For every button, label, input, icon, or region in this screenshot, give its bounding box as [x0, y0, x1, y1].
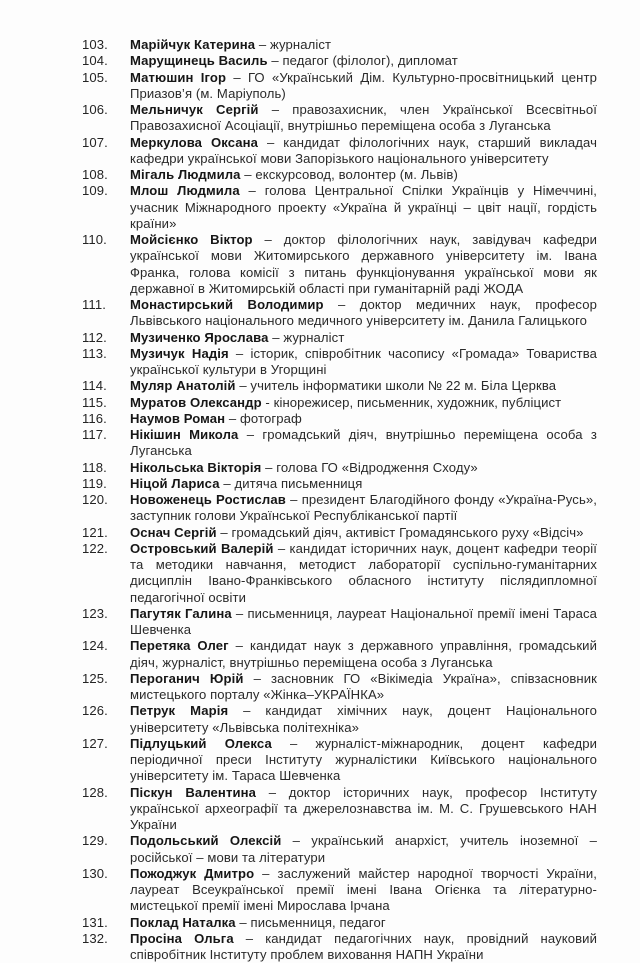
item-text: [130, 135, 597, 168]
numbered-list: [82, 37, 597, 963]
item-description: – голова Центральної Спілки Українців у Німеччині, учасник Міжнародного проекту «Україна й українці – цвіт нації, гордість країни»: [130, 183, 597, 231]
item-number: 120.: [82, 492, 108, 507]
item-text: [130, 638, 597, 671]
item-number: 103.: [82, 37, 108, 52]
item-number: 123.: [82, 605, 108, 621]
list-item: [82, 427, 597, 460]
list-item: [82, 638, 597, 671]
list-item: [82, 232, 597, 297]
list-item: [82, 37, 597, 53]
item-description: – журналіст: [255, 37, 332, 52]
list-item: [82, 703, 597, 736]
person-name: Мігаль Людмила: [130, 167, 241, 182]
item-text: [130, 525, 597, 541]
item-description: – заслужений майстер народної творчості України, лауреат Всеукраїнської премії імені Івана Огієнка та літературно-мистецької премії імені Мирослава Ірчана: [130, 865, 598, 914]
list-item: [82, 183, 597, 232]
list-item: [82, 330, 597, 346]
item-description: - кінорежисер, письменник, художник, публіцист: [261, 394, 562, 410]
list-item: [82, 931, 597, 963]
item-text: [130, 167, 597, 183]
item-number: 130.: [82, 865, 108, 881]
person-name: Пагутяк Галина: [130, 605, 232, 621]
item-description: – засновник ГО «Вікімедіа Україна», співзасновник мистецького порталу «Жінка–УКРАЇНКА»: [130, 670, 598, 702]
item-number: 110.: [82, 232, 107, 247]
item-description: – доктор історичних наук, професор Інституту української археографії та джерелознавства ім. М. С. Грушевського НАН України: [130, 784, 597, 832]
item-description: – історик, співробітник часопису «Громада» Товариства української культури в Угорщині: [130, 345, 597, 377]
item-text: [130, 915, 597, 931]
list-item: [82, 135, 597, 168]
item-description: – екскурсовод, волонтер (м. Львів): [240, 167, 458, 182]
item-number: 121.: [82, 524, 108, 540]
item-number: 113.: [82, 345, 107, 361]
item-description: – учитель інформатики школи № 22 м. Біла Церква: [235, 378, 557, 394]
person-name: Пожоджук Дмитро: [130, 865, 255, 881]
item-number: 122.: [82, 540, 108, 556]
list-item: [82, 297, 597, 330]
item-number: 106.: [82, 102, 108, 117]
person-name: Подольський Олексій: [130, 833, 282, 849]
list-item: [82, 525, 597, 541]
item-text: [130, 70, 597, 103]
person-name: Просіна Ольга: [130, 930, 234, 946]
list-item: [82, 378, 597, 394]
item-number: 131.: [82, 914, 108, 930]
item-text: [130, 102, 597, 135]
item-number: 125.: [82, 670, 108, 686]
person-name: Муляр Анатолій: [130, 378, 236, 394]
person-name: Новоженець Ростислав: [130, 492, 286, 507]
item-description: – письменниця, лауреат Національної премії імені Тараса Шевченка: [130, 605, 597, 637]
item-number: 111.: [82, 297, 106, 312]
item-text: [130, 346, 597, 379]
item-text: [130, 736, 597, 785]
person-name: Піскун Валентина: [130, 784, 256, 800]
item-text: [130, 411, 597, 427]
person-name: Поклад Наталка: [130, 914, 236, 930]
item-text: [130, 330, 597, 346]
person-name: Ніцой Лариса: [130, 475, 220, 491]
person-name: Петрук Марія: [130, 703, 229, 719]
item-number: 108.: [82, 167, 108, 182]
item-number: 107.: [82, 134, 108, 150]
item-text: [130, 785, 597, 834]
item-description: – доктор філологічних наук, завідувач кафедри української мови Житомирського державного університету ім. Івана Франка, голова комісії з питань функціонування української мови як державної в Житомирській області при гуманітарній раді ЖОДА: [130, 232, 597, 296]
item-description: – дитяча письменниця: [219, 475, 363, 491]
list-item: [82, 671, 597, 704]
item-description: – громадський діяч, активіст Громадянського руху «Відсіч»: [216, 524, 584, 540]
person-name: Муратов Олександр: [130, 394, 262, 410]
item-text: [130, 866, 597, 915]
list-item: [82, 606, 597, 639]
person-name: Марущинець Василь: [130, 53, 268, 69]
person-name: Оснач Сергій: [130, 524, 217, 540]
item-description: – голова ГО «Відродження Сходу»: [261, 459, 478, 475]
item-text: [130, 476, 597, 492]
item-number: 118.: [82, 459, 107, 475]
list-item: [82, 70, 597, 103]
item-description: – правозахисник, член Української Всесвітньої Правозахисної Асоціації, внутрішньо переміщена особа з Луганська: [130, 102, 597, 134]
list-item: [82, 915, 597, 931]
item-text: [130, 492, 597, 525]
item-description: – кандидат історичних наук, доцент кафедри теорії та методики навчання, методист лабораторії суспільно-гуманітарних дисциплін Івано-Франківського обласного інституту післядипломної педагогічної освіти: [130, 540, 597, 605]
item-text: [130, 183, 597, 232]
person-name: Матюшин Ігор: [130, 69, 227, 85]
item-description: – кандидат наук з державного управління, громадський діяч, журналіст, внутрішньо переміщена особа з Луганська: [130, 638, 597, 670]
item-text: [130, 703, 597, 736]
item-number: 109.: [82, 183, 108, 199]
person-name: Нікольська Вікторія: [130, 459, 262, 475]
item-number: 117.: [82, 427, 107, 442]
item-number: 112.: [82, 329, 107, 345]
list-item: [82, 53, 597, 69]
item-description: – громадський діяч, внутрішньо переміщена особа з Луганська: [130, 427, 598, 459]
item-number: 114.: [82, 378, 107, 394]
item-text: [130, 297, 597, 330]
list-item: [82, 411, 597, 427]
person-name: Марійчук Катерина: [130, 37, 256, 52]
item-description: – ГО «Український Дім. Культурно-просвітницький центр Приазов’я (м. Маріуполь): [130, 69, 597, 101]
list-item: [82, 476, 597, 492]
person-name: Мельничук Сергій: [130, 102, 259, 117]
item-text: [130, 232, 597, 297]
person-name: Млош Людмила: [130, 183, 240, 199]
item-description: – кандидат педагогічних наук, провідний науковий співробітник Інституту проблем виховання НАПН України: [130, 930, 598, 962]
person-name: Пероганич Юрій: [130, 670, 244, 686]
item-number: 128.: [82, 784, 108, 800]
person-name: Музичук Надія: [130, 345, 229, 361]
list-item: [82, 460, 597, 476]
item-text: [130, 833, 597, 866]
item-text: [130, 671, 597, 704]
person-name: Меркулова Оксана: [130, 134, 259, 150]
item-number: 129.: [82, 833, 108, 849]
item-text: [130, 427, 597, 460]
item-text: [130, 378, 597, 394]
person-name: Островський Валерій: [130, 540, 274, 556]
item-text: [130, 460, 597, 476]
item-description: – журналіст-міжнародник, доцент кафедри періодичної преси Інституту журналістики Київського національного університету ім. Тараса Шевченка: [130, 735, 597, 784]
person-name: Музиченко Ярослава: [130, 329, 269, 345]
item-text: [130, 606, 597, 639]
list-item: [82, 785, 597, 834]
item-text: [130, 37, 597, 53]
item-description: – кандидат філологічних наук, старший викладач кафедри української мови Запорізького національного університету: [130, 134, 598, 166]
item-description: – кандидат хімічних наук, доцент Національного університету «Львівська політехніка»: [130, 703, 597, 735]
item-number: 124.: [82, 638, 108, 654]
item-number: 126.: [82, 703, 108, 719]
item-description: – український анархіст, учитель іноземної – російської – мови та літератури: [130, 833, 598, 865]
list-item: [82, 833, 597, 866]
person-name: Наумов Роман: [130, 410, 226, 426]
list-item: [82, 102, 597, 135]
person-name: Підлуцький Олекса: [130, 735, 272, 751]
list-item: [82, 395, 597, 411]
item-text: [130, 541, 597, 606]
list-item: [82, 866, 597, 915]
person-name: Мойсієнко Віктор: [130, 232, 253, 247]
item-number: 116.: [82, 410, 107, 426]
item-number: 127.: [82, 735, 108, 751]
item-number: 132.: [82, 930, 108, 946]
item-description: – журналіст: [268, 329, 345, 345]
item-text: [130, 931, 597, 963]
list-item: [82, 492, 597, 525]
item-text: [130, 53, 597, 69]
list-item: [82, 346, 597, 379]
list-item: [82, 167, 597, 183]
person-name: Нікішин Микола: [130, 427, 239, 442]
item-number: 115.: [82, 394, 107, 410]
person-name: Перетяка Олег: [130, 638, 229, 654]
item-number: 119.: [82, 475, 107, 491]
item-number: 105.: [82, 69, 108, 85]
item-description: – письменниця, педагог: [235, 914, 386, 930]
item-description: – фотограф: [225, 410, 302, 426]
item-description: – педагог (філолог), дипломат: [267, 53, 458, 69]
person-name: Монастирський Володимир: [130, 297, 324, 312]
list-item: [82, 736, 597, 785]
list-item: [82, 541, 597, 606]
item-text: [130, 395, 597, 411]
item-description: – доктор медичних наук, професор Львівського національного медичного університету ім. Данила Галицького: [130, 297, 597, 329]
item-number: 104.: [82, 53, 108, 69]
item-description: – президент Благодійного фонду «Україна-Русь», заступник голови Української Республіканської партії: [130, 492, 597, 524]
